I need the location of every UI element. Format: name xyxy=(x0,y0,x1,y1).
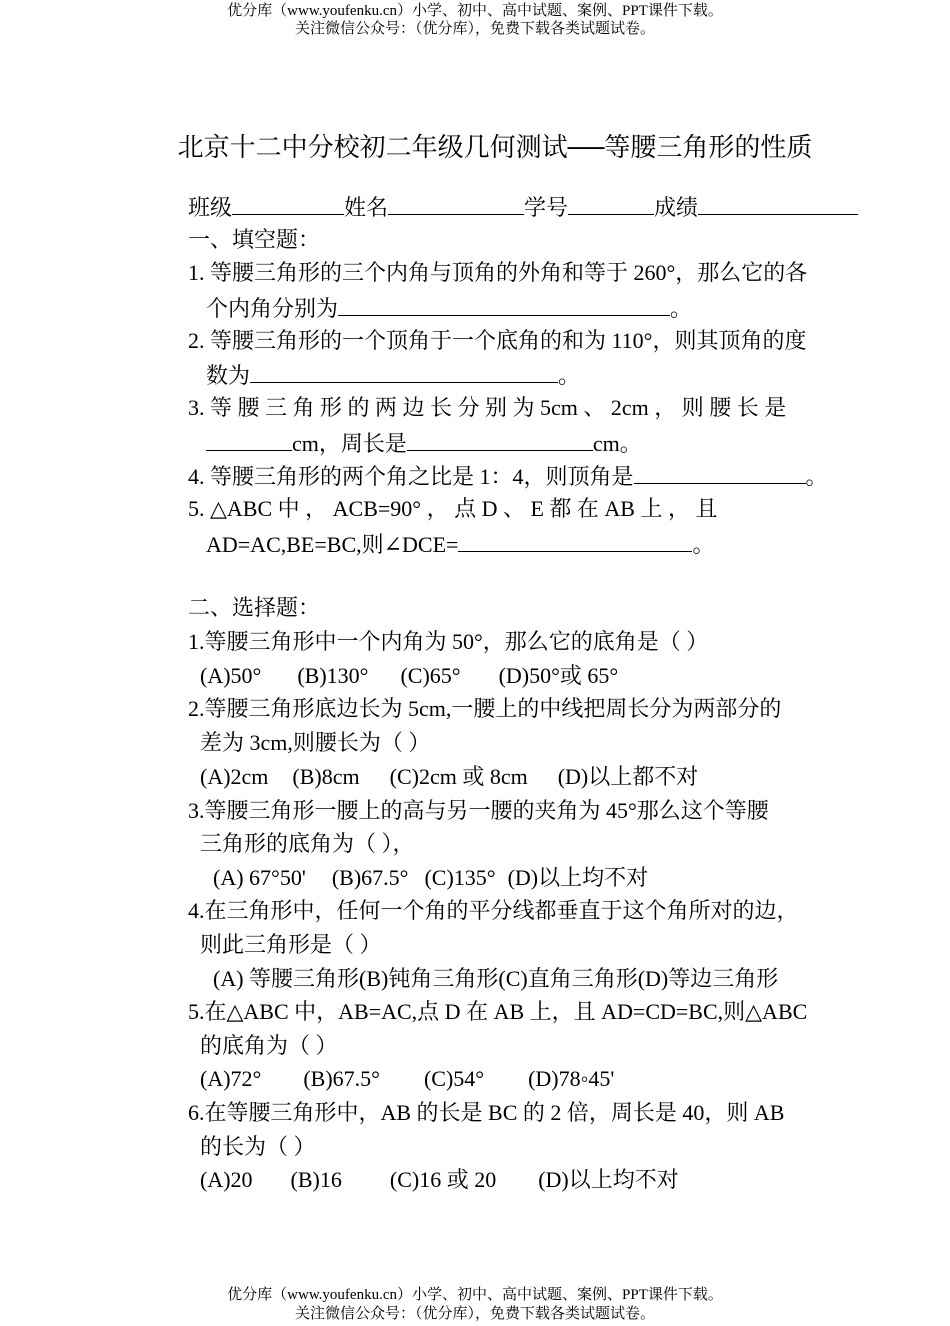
s2-q4-options[interactable]: (A) 等腰三角形(B)钝角三角形(C)直角三角形(D)等边三角形 xyxy=(213,966,779,991)
s2-q1-options xyxy=(200,660,618,692)
s2-q3-stem-1: 3.等腰三角形一腰上的高与另一腰的夹角为 45°那么这个等腰 xyxy=(188,798,769,823)
name-label: 姓名 xyxy=(344,195,389,220)
s1-q3-text-2: cm。 xyxy=(592,431,642,456)
s1-q1-text: 个内角分别为 xyxy=(206,296,339,321)
s2-q2-option-a[interactable]: (A)2cm xyxy=(200,764,269,789)
s1-q5-blank[interactable] xyxy=(458,527,692,552)
s1-q1-line1: 1. 等腰三角形的三个内角与顶角的外角和等于 260°，那么它的各 xyxy=(188,260,808,285)
s2-q2-option-c[interactable]: (C)2cm 或 8cm xyxy=(389,764,528,789)
s2-q4-stem-2: 则此三角形是（ ） xyxy=(200,932,382,957)
s1-q5-end: 。 xyxy=(692,532,715,557)
s2-q5-option-b[interactable]: (B)67.5° xyxy=(303,1066,380,1091)
s2-q6-stem-1: 6.在等腰三角形中，AB 的长是 BC 的 2 倍，周长是 40，则 AB xyxy=(188,1100,785,1125)
s1-q3-text-1: cm，周长是 xyxy=(292,431,407,456)
s1-q3-blank-1[interactable] xyxy=(206,426,292,451)
footer-line-1: 优分库（www.youfenku.cn）小学、初中、高中试题、案例、PPT课件下载。 xyxy=(227,1287,723,1303)
s2-q1-option-d[interactable]: (D)50°或 65° xyxy=(498,663,619,688)
s1-q4-text: 4. 等腰三角形的两个角之比是 1：4，则顶角是 xyxy=(188,464,634,489)
s2-q5-options xyxy=(200,1063,614,1095)
s2-q1-stem: 1.等腰三角形中一个内角为 50°，那么它的底角是（ ） xyxy=(188,629,709,654)
s2-q5-stem-2: 的底角为（ ） xyxy=(200,1033,338,1058)
s2-q2-stem-2: 差为 3cm,则腰长为（ ） xyxy=(200,730,431,755)
s2-q1-option-b[interactable]: (B)130° xyxy=(297,663,369,688)
s2-q2-option-b[interactable]: (B)8cm xyxy=(292,764,360,789)
footer-line-2: 关注微信公众号：（优分库），免费下载各类试题试卷。 xyxy=(294,1306,655,1322)
s1-q2-line2 xyxy=(206,358,580,392)
header-line-2: 关注微信公众号：（优分库），免费下载各类试题试卷。 xyxy=(294,21,655,37)
score-blank[interactable] xyxy=(698,190,858,215)
number-blank[interactable] xyxy=(568,190,654,215)
s2-q3-option-d[interactable]: (D)以上均不对 xyxy=(507,865,649,890)
s1-q2-blank[interactable] xyxy=(250,358,558,383)
s1-q4-line xyxy=(188,459,828,493)
s2-q3-options xyxy=(213,862,648,894)
s2-q5-option-c[interactable]: (C)54° xyxy=(423,1066,485,1091)
s1-q4-blank[interactable] xyxy=(634,459,806,484)
info-line xyxy=(188,190,858,224)
s2-q3-option-c[interactable]: (C)135° xyxy=(424,865,496,890)
s1-q1-end: 。 xyxy=(670,296,693,321)
s2-q6-option-d[interactable]: (D)以上均不对 xyxy=(538,1167,679,1192)
score-label: 成绩 xyxy=(654,195,699,220)
s2-q1-option-c[interactable]: (C)65° xyxy=(400,663,461,688)
s2-q6-options xyxy=(200,1164,679,1196)
section1-heading: 一、填空题： xyxy=(188,227,321,252)
s1-q5-line2 xyxy=(206,527,714,561)
number-label: 学号 xyxy=(524,195,569,220)
s1-q5-text: AD=AC,BE=BC,则∠DCE= xyxy=(206,532,459,557)
s2-q5-option-a[interactable]: (A)72° xyxy=(200,1066,262,1091)
class-blank[interactable] xyxy=(232,190,344,215)
name-blank[interactable] xyxy=(388,190,524,215)
section2-heading: 二、选择题： xyxy=(188,595,321,620)
s2-q4-stem-1: 4.在三角形中，任何一个角的平分线都垂直于这个角所对的边， xyxy=(188,898,799,923)
s2-q2-option-d[interactable]: (D)以上都不对 xyxy=(557,764,699,789)
page-title: 北京十二中分校初二年级几何测试──等腰三角形的性质 xyxy=(177,133,813,162)
s2-q6-option-b[interactable]: (B)16 xyxy=(290,1167,342,1192)
s1-q3-blank-2[interactable] xyxy=(407,426,593,451)
s2-q5-option-d[interactable]: (D)78◦45' xyxy=(528,1066,615,1091)
s1-q1-line2 xyxy=(206,291,692,325)
s1-q3-line1: 3. 等 腰 三 角 形 的 两 边 长 分 别 为 5cm 、 2cm ， 则 腰 长 是 xyxy=(188,395,787,420)
s1-q4-end: 。 xyxy=(805,464,828,489)
s2-q1-option-a[interactable]: (A)50° xyxy=(200,663,262,688)
s2-q6-option-a[interactable]: (A)20 xyxy=(200,1167,253,1192)
s1-q3-line2 xyxy=(206,426,642,460)
s2-q3-option-a[interactable]: (A) 67°50' xyxy=(213,865,306,890)
s1-q1-blank[interactable] xyxy=(338,291,670,316)
s2-q3-stem-2: 三角形的底角为（ ）， xyxy=(200,831,415,856)
s2-q2-options xyxy=(200,761,698,793)
s1-q2-text: 数为 xyxy=(206,363,251,388)
s1-q5-line1: 5. △ABC 中 ， ACB=90° ， 点 D 、 E 都 在 AB 上 ， 且 xyxy=(188,496,718,521)
s2-q6-option-c[interactable]: (C)16 或 20 xyxy=(389,1167,497,1192)
class-label: 班级 xyxy=(188,195,233,220)
s2-q5-stem-1: 5.在△ABC 中，AB=AC,点 D 在 AB 上，且 AD=CD=BC,则△ABC xyxy=(188,999,808,1024)
s2-q6-stem-2: 的长为（ ） xyxy=(200,1134,316,1159)
header-line-1: 优分库（www.youfenku.cn）小学、初中、高中试题、案例、PPT课件下载。 xyxy=(227,3,723,19)
s2-q2-stem-1: 2.等腰三角形底边长为 5cm,一腰上的中线把周长分为两部分的 xyxy=(188,696,782,721)
s1-q2-line1: 2. 等腰三角形的一个顶角于一个底角的和为 110°，则其顶角的度 xyxy=(188,328,807,353)
s2-q3-option-b[interactable]: (B)67.5° xyxy=(331,865,409,890)
s1-q2-end: 。 xyxy=(558,363,581,388)
